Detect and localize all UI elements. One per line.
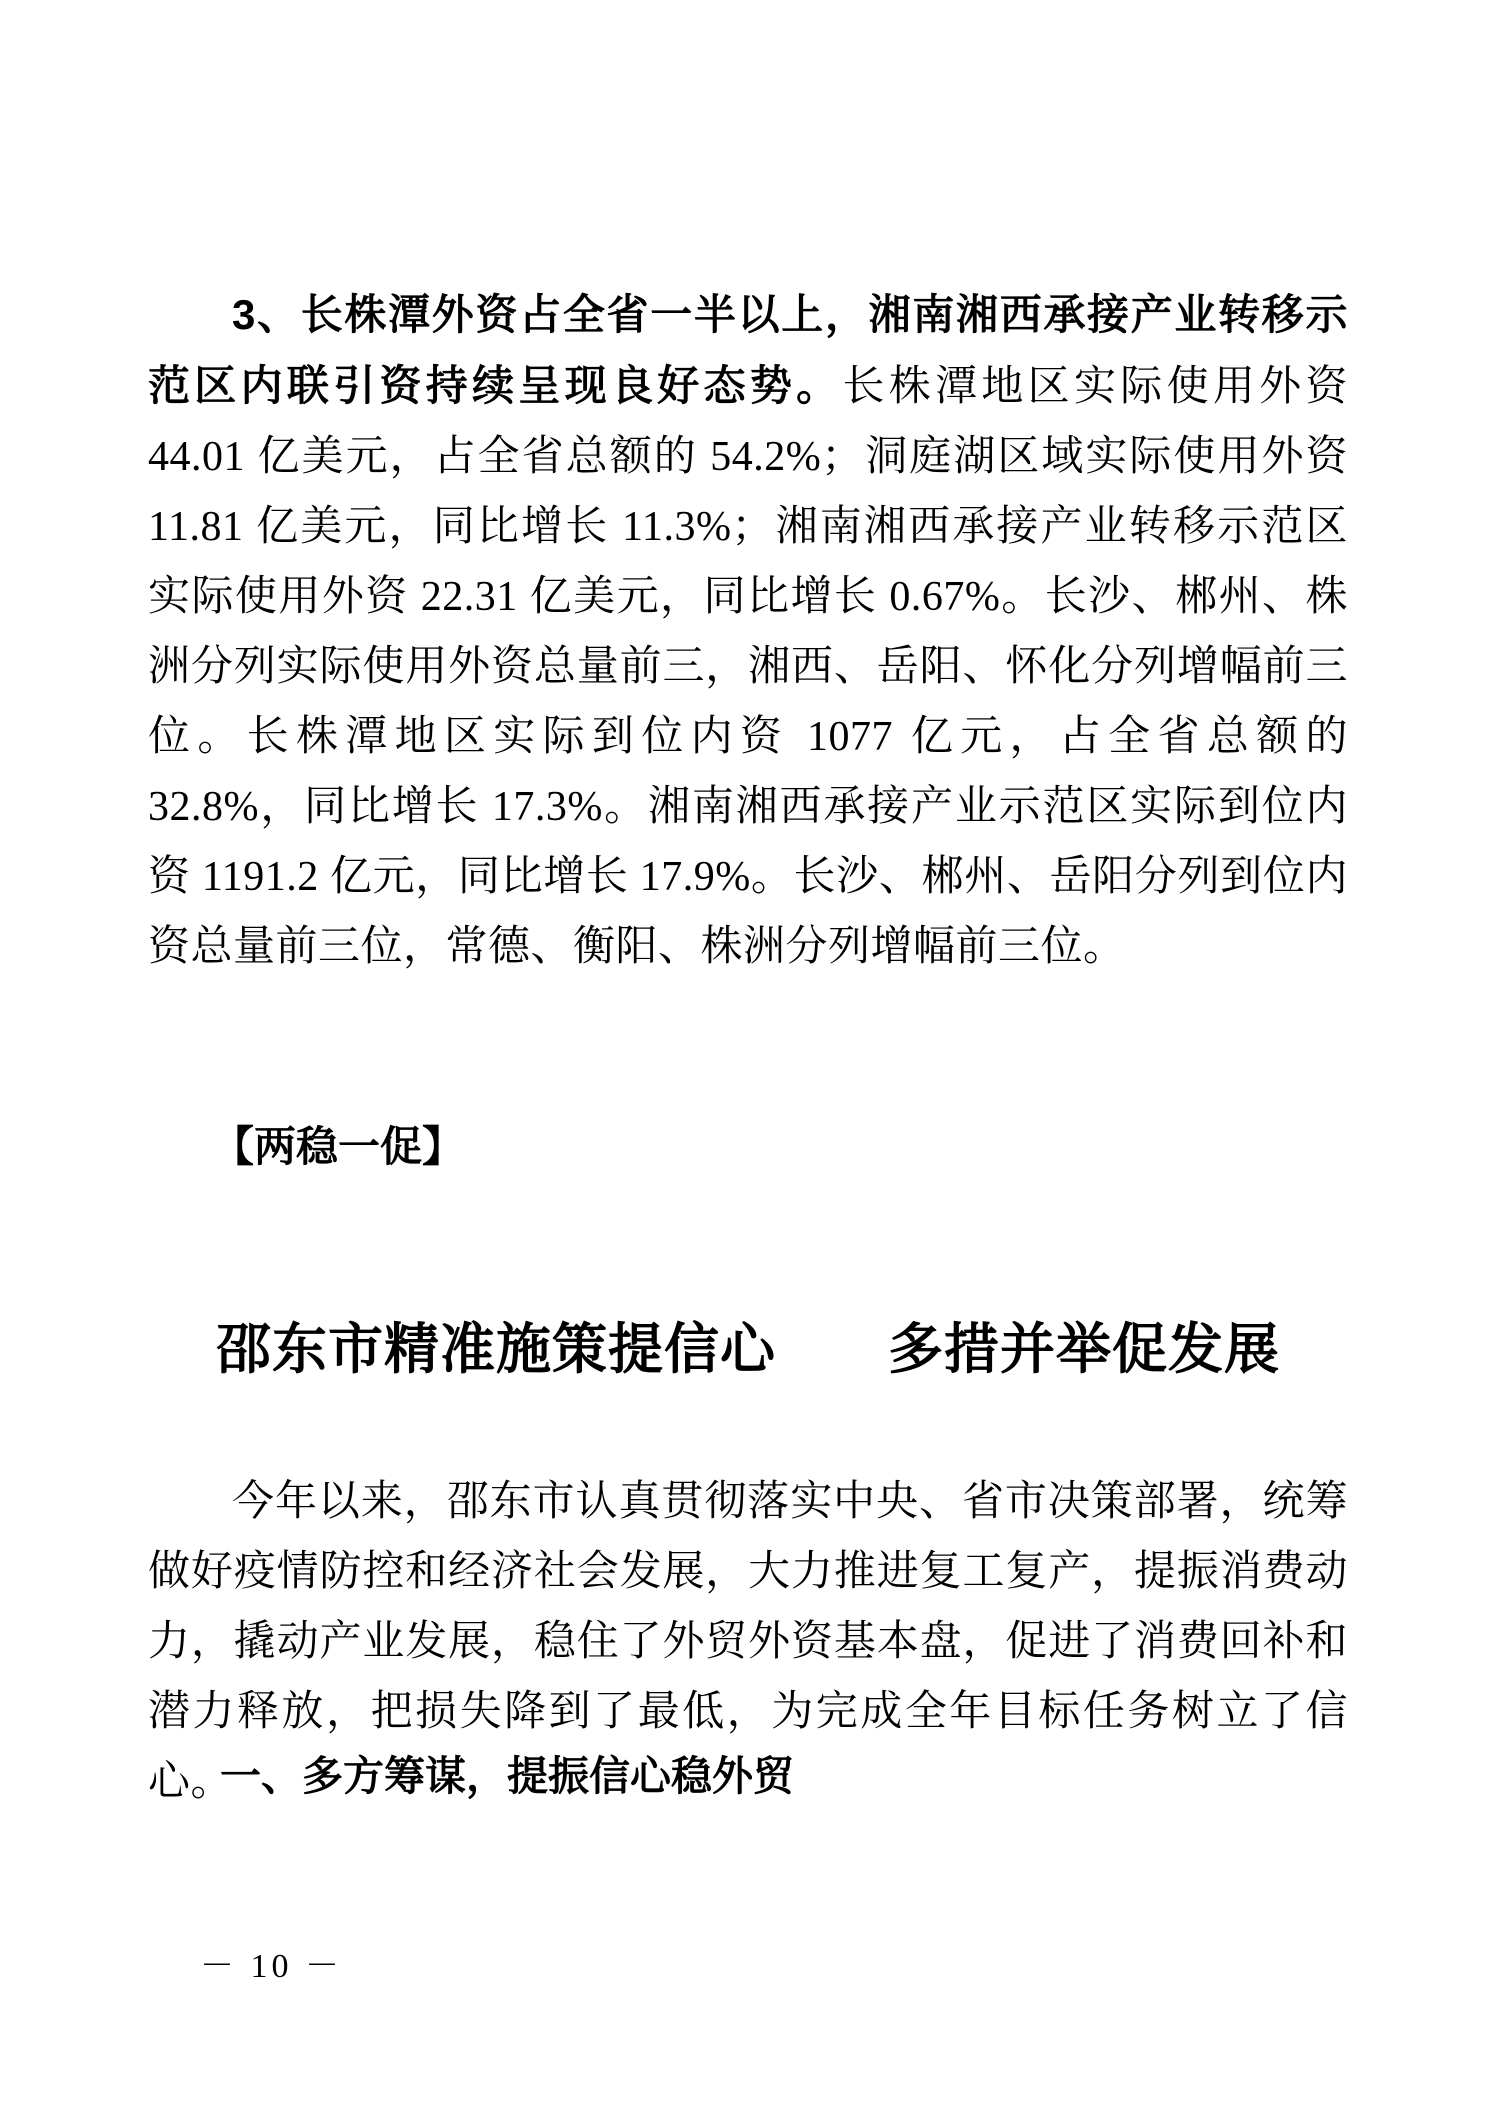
section-3-body-text: 长株潭地区实际使用外资 44.01 亿美元，占全省总额的 54.2%；洞庭湖区域实际使用外资 11.81 亿美元，同比增长 11.3%；湘南湘西承接产业转移示范区实际使用外资 22.31 亿美元，同比增长 0.67%。长沙、郴州、株洲分列实际使用外资总量前三，湘西、岳阳、怀化分列增幅前三位。长株潭地区实际到位内资 1077 亿元，占全省总额的 32.8%，同比增长 17.3%。湘南湘西承接产业示范区实际到位内资 1191.2 亿元，同比增长 17.9%。长沙、郴州、岳阳分列到位内资总量前三位，常德、衡阳、株洲分列增幅前三位。 [148, 364, 1348, 970]
article-intro-paragraph: 今年以来，邵东市认真贯彻落实中央、省市决策部署，统筹做好疫情防控和经济社会发展，大力推进复工复产，提振消费动力，撬动产业发展，稳住了外贸外资基本盘，促进了消费回补和潜力释放，把损失降到了最低，为完成全年目标任务树立了信心。 [148, 1479, 1348, 1805]
article-subheading: 一、多方筹谋，提振信心稳外贸 [220, 1753, 794, 1799]
section-bracket-label: 【两稳一促】 [212, 1123, 465, 1170]
article-title: 邵东市精准施策提信心 多措并举促发展 [215, 1319, 1280, 1380]
section-3-lead-bold: 3、长株潭外资占全省一半以上，湘南湘西承接产业转移示范区内联引资持续呈现良好态势。 [148, 291, 1348, 409]
paragraph-section-3 [148, 280, 1348, 982]
page-number: － 10 － [200, 1948, 343, 1985]
